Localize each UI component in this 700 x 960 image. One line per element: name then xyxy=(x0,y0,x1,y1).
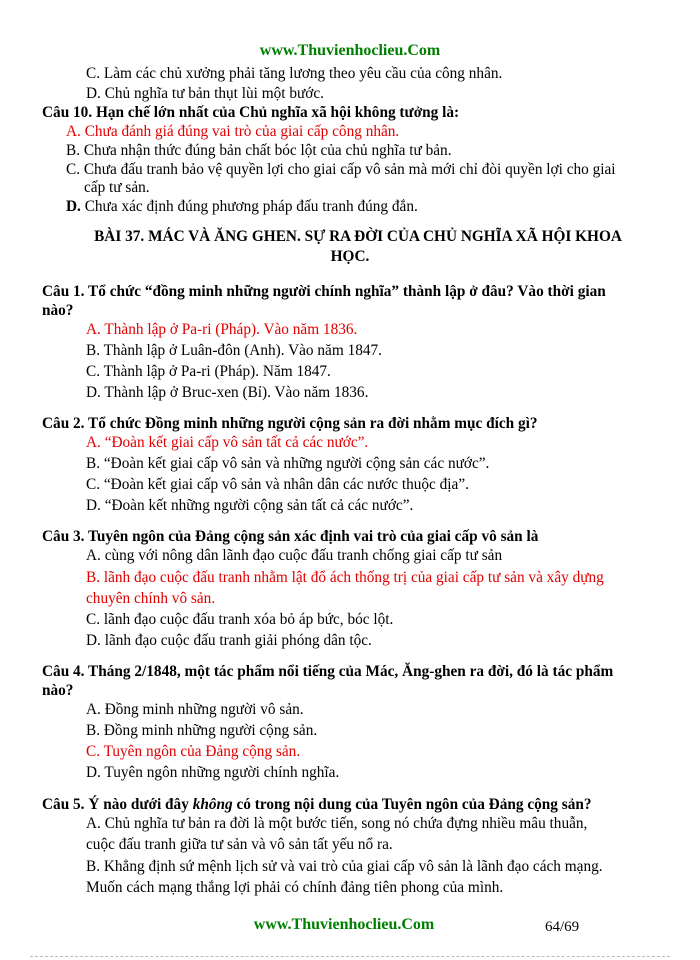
q3-option-c: C. lãnh đạo cuộc đấu tranh xóa bỏ áp bức, bóc lột. xyxy=(86,611,394,628)
q3-option-b: B. lãnh đạo cuộc đấu tranh nhằm lật đổ ách thống trị của giai cấp tư sản và xây dựng xyxy=(86,569,604,586)
q2-option-b: B. “Đoàn kết giai cấp vô sản và những người cộng sản các nước”. xyxy=(86,455,490,472)
q10-option-c-cont: cấp tư sản. xyxy=(84,179,150,196)
q4-option-b: B. Đồng minh những người cộng sản. xyxy=(86,722,318,739)
q10-option-d-text: Chưa xác định đúng phương pháp đấu tranh đúng đắn. xyxy=(80,198,418,215)
q10-question: Câu 10. Hạn chế lớn nhất của Chủ nghĩa xã hội không tưởng là: xyxy=(42,104,460,121)
q10-option-d-letter: D. xyxy=(66,198,81,215)
footer-site-name: www.Thuvienhoclieu.Com xyxy=(253,916,435,933)
q5-option-b-cont: Muốn cách mạng thắng lợi phải có chính đảng tiên phong của mình. xyxy=(86,879,504,896)
q2-option-d: D. “Đoàn kết những người cộng sản tất cả các nước”. xyxy=(86,497,414,514)
q4-option-a: A. Đồng minh những người vô sản. xyxy=(86,701,304,718)
q3-option-d: D. lãnh đạo cuộc đấu tranh giải phóng dân tộc. xyxy=(86,632,372,649)
q2-question: Câu 2. Tổ chức Đồng minh những người cộng sản ra đời nhằm mục đích gì? xyxy=(42,415,538,432)
q1-question-cont: nào? xyxy=(42,302,74,319)
q10-option-d xyxy=(66,197,418,216)
q4-question-cont: nào? xyxy=(42,682,74,699)
q5-option-a-cont: cuộc đấu tranh giữa tư sản và vô sản tất yếu nổ ra. xyxy=(86,836,393,853)
footer-divider xyxy=(30,956,670,957)
q5-question-pre: Câu 5. Ý nào dưới đây xyxy=(42,796,193,813)
page-number: 64/69 xyxy=(545,919,580,935)
q5-question-emphasis: không xyxy=(192,796,233,813)
q10-option-b: B. Chưa nhận thức đúng bản chất bóc lột của chủ nghĩa tư bản. xyxy=(66,142,452,159)
q1-option-d: D. Thành lập ở Bruc-xen (Bỉ). Vào năm 1836. xyxy=(86,384,369,401)
header-site-name: www.Thuvienhoclieu.Com xyxy=(259,42,441,59)
q1-question: Câu 1. Tổ chức “đồng minh những người chính nghĩa” thành lập ở đâu? Vào thời gian xyxy=(42,283,606,300)
q1-option-b: B. Thành lập ở Luân-đôn (Anh). Vào năm 1847. xyxy=(86,342,382,359)
q3-option-b-cont: chuyên chính vô sản. xyxy=(86,590,216,607)
q10-option-c: C. Chưa đấu tranh bảo vệ quyền lợi cho giai cấp vô sản mà mới chỉ đòi quyền lợi cho giai xyxy=(66,161,616,178)
q5-option-b: B. Khẳng định sứ mệnh lịch sử và vai trò của giai cấp vô sản là lãnh đạo cách mạng. xyxy=(86,858,603,875)
prev-option-c: C. Làm các chủ xưởng phải tăng lương theo yêu cầu của công nhân. xyxy=(86,65,503,82)
q2-option-c: C. “Đoàn kết giai cấp vô sản và nhân dân các nước thuộc địa”. xyxy=(86,476,469,493)
q4-question: Câu 4. Tháng 2/1848, một tác phẩm nổi tiếng của Mác, Ăng-ghen ra đời, đó là tác phẩm xyxy=(42,663,614,680)
lesson-title-line1: BÀI 37. MÁC VÀ ĂNG GHEN. SỰ RA ĐỜI CỦA CHỦ NGHĨA XÃ HỘI KHOA xyxy=(94,228,622,245)
q5-question-post: có trong nội dung của Tuyên ngôn của Đảng cộng sản? xyxy=(232,796,592,813)
q4-option-c: C. Tuyên ngôn của Đảng cộng sản. xyxy=(86,743,301,760)
q5-option-a: A. Chủ nghĩa tư bản ra đời là một bước tiến, song nó chứa đựng nhiều mâu thuẫn, xyxy=(86,815,588,832)
q1-option-a: A. Thành lập ở Pa-ri (Pháp). Vào năm 1836. xyxy=(86,321,358,338)
q2-option-a: A. “Đoàn kết giai cấp vô sản tất cả các nước”. xyxy=(86,434,369,451)
q3-option-a: A. cùng với nông dân lãnh đạo cuộc đấu tranh chống giai cấp tư sản xyxy=(86,547,503,564)
q3-question: Câu 3. Tuyên ngôn của Đảng cộng sản xác định vai trò của giai cấp vô sản là xyxy=(42,528,539,545)
q5-question xyxy=(42,795,592,814)
q10-option-a: A. Chưa đánh giá đúng vai trò của giai cấp công nhân. xyxy=(66,123,400,140)
q4-option-d: D. Tuyên ngôn những người chính nghĩa. xyxy=(86,764,340,781)
prev-option-d: D. Chủ nghĩa tư bản thụt lùi một bước. xyxy=(86,85,324,102)
q1-option-c: C. Thành lập ở Pa-ri (Pháp). Năm 1847. xyxy=(86,363,331,380)
lesson-title-line2: HỌC. xyxy=(330,248,370,265)
